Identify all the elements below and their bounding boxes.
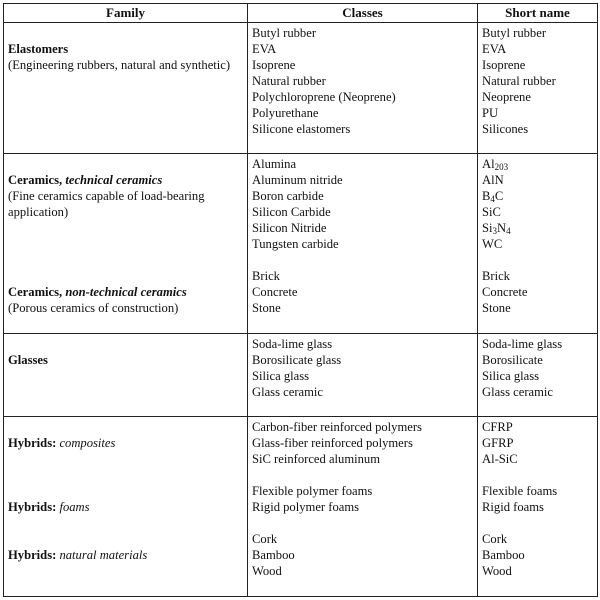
class-item: Stone <box>252 301 281 316</box>
short-item: Silica glass <box>482 369 540 384</box>
family-subtype: foams <box>59 500 90 515</box>
header-family: Family <box>4 4 248 23</box>
class-item: Concrete <box>252 285 298 300</box>
family-group <box>8 41 243 153</box>
short-item: Flexible foams <box>482 484 558 499</box>
short-name-cell <box>478 334 598 417</box>
classes-cell <box>248 334 478 417</box>
short-item: Glass ceramic <box>482 385 553 400</box>
family-cell <box>4 154 248 334</box>
family-subtype: non-technical ceramics <box>65 285 187 300</box>
classes-group <box>252 268 473 316</box>
classes-cell <box>248 417 478 597</box>
short-item: Natural rubber <box>482 74 556 88</box>
family-name: Ceramics, <box>8 173 63 188</box>
class-item: Butyl rubber <box>252 26 317 40</box>
family-title <box>8 499 243 515</box>
table-row <box>4 154 598 334</box>
short-item: Cork <box>482 532 508 547</box>
family-group <box>8 435 243 483</box>
header-classes: Classes <box>248 4 478 23</box>
short-group <box>482 419 593 467</box>
family-title <box>8 435 243 451</box>
classes-cell <box>248 154 478 334</box>
class-item: Isoprene <box>252 58 296 72</box>
class-item: Carbon-fiber reinforced polymers <box>252 420 422 435</box>
short-item: Isoprene <box>482 58 526 72</box>
family-title <box>8 352 243 368</box>
header-short-name: Short name <box>478 4 598 23</box>
table-row <box>4 23 598 154</box>
class-item: Tungsten carbide <box>252 237 339 252</box>
short-item: WC <box>482 237 503 252</box>
family-title <box>8 284 243 300</box>
short-item: Borosilicate <box>482 353 543 368</box>
short-item: Al-SiC <box>482 452 518 467</box>
short-item: EVA <box>482 42 507 56</box>
family-subtype: natural materials <box>59 548 148 563</box>
family-description: (Porous ceramics of construction) <box>8 301 179 316</box>
family-subtype: technical ceramics <box>65 173 163 188</box>
short-item: Silicones <box>482 122 529 136</box>
short-name-cell <box>478 417 598 597</box>
classes-group <box>252 419 473 467</box>
classes-group <box>252 25 473 137</box>
short-item: $Si_3N_4$ <box>482 221 511 237</box>
family-cell <box>4 23 248 154</box>
short-item: Neoprene <box>482 90 531 104</box>
family-name: Glasses <box>8 353 48 368</box>
short-item: Wood <box>482 564 512 579</box>
family-group <box>8 352 243 416</box>
family-name: Hybrids: <box>8 500 57 515</box>
short-item: GFRP <box>482 436 514 451</box>
class-item: Bamboo <box>252 548 295 563</box>
class-item: Rigid polymer foams <box>252 500 360 515</box>
short-item: Concrete <box>482 285 528 300</box>
short-item: PU <box>482 106 499 120</box>
class-item: Boron carbide <box>252 189 324 204</box>
short-item: AlN <box>482 173 504 188</box>
classes-group <box>252 483 473 515</box>
class-item: SiC reinforced aluminum <box>252 452 381 467</box>
family-description: (Engineering rubbers, natural and synthetic) <box>8 58 231 72</box>
table-row <box>4 334 598 417</box>
family-name: Elastomers <box>8 42 69 56</box>
short-group <box>482 25 593 137</box>
class-item: Brick <box>252 269 280 284</box>
class-item: Polychloroprene (Neoprene) <box>252 90 396 104</box>
class-item: Flexible polymer foams <box>252 484 373 499</box>
class-item: Silicon Nitride <box>252 221 327 236</box>
family-name: Ceramics, <box>8 285 63 300</box>
short-item: Butyl rubber <box>482 26 547 40</box>
short-item: Soda-lime glass <box>482 337 563 352</box>
short-item: Bamboo <box>482 548 525 563</box>
short-item: $B_4C$ <box>482 189 504 205</box>
classes-group <box>252 336 473 400</box>
class-item: Borosilicate glass <box>252 353 342 368</box>
table-row <box>4 417 598 597</box>
classes-group <box>252 531 473 579</box>
family-name: Hybrids: <box>8 548 57 563</box>
class-item: Silicon Carbide <box>252 205 331 220</box>
short-name-cell <box>478 23 598 154</box>
class-item: Polyurethane <box>252 106 319 120</box>
family-cell <box>4 334 248 417</box>
class-item: Soda-lime glass <box>252 337 333 352</box>
classes-group <box>252 156 473 252</box>
short-item: Stone <box>482 301 511 316</box>
class-item: Silicone elastomers <box>252 122 351 136</box>
short-group <box>482 268 593 316</box>
class-item: Cork <box>252 532 278 547</box>
family-description: (Fine ceramics capable of load-bearing application) <box>8 189 205 220</box>
short-item: Rigid foams <box>482 500 544 515</box>
family-group <box>8 499 243 531</box>
materials-table <box>3 3 598 597</box>
short-group <box>482 156 593 252</box>
short-item: Brick <box>482 269 510 284</box>
classes-cell <box>248 23 478 154</box>
short-group <box>482 483 593 515</box>
class-item: Glass-fiber reinforced polymers <box>252 436 413 451</box>
class-item: Alumina <box>252 157 297 172</box>
header-row <box>4 4 598 23</box>
class-item: Silica glass <box>252 369 310 384</box>
short-group <box>482 336 593 400</box>
family-group <box>8 547 243 595</box>
short-group <box>482 531 593 579</box>
family-title <box>8 547 243 563</box>
family-title <box>8 172 243 188</box>
family-cell <box>4 417 248 597</box>
short-item: SiC <box>482 205 501 220</box>
class-item: Natural rubber <box>252 74 326 88</box>
class-item: Glass ceramic <box>252 385 323 400</box>
class-item: Wood <box>252 564 282 579</box>
short-item: $Al_{203}$ <box>482 157 509 173</box>
class-item: Aluminum nitride <box>252 173 343 188</box>
class-item: EVA <box>252 42 277 56</box>
family-title <box>8 41 243 57</box>
short-name-cell <box>478 154 598 334</box>
family-subtype: composites <box>59 436 116 451</box>
family-group <box>8 172 243 268</box>
family-group <box>8 284 243 332</box>
short-item: CFRP <box>482 420 513 435</box>
family-name: Hybrids: <box>8 436 57 451</box>
